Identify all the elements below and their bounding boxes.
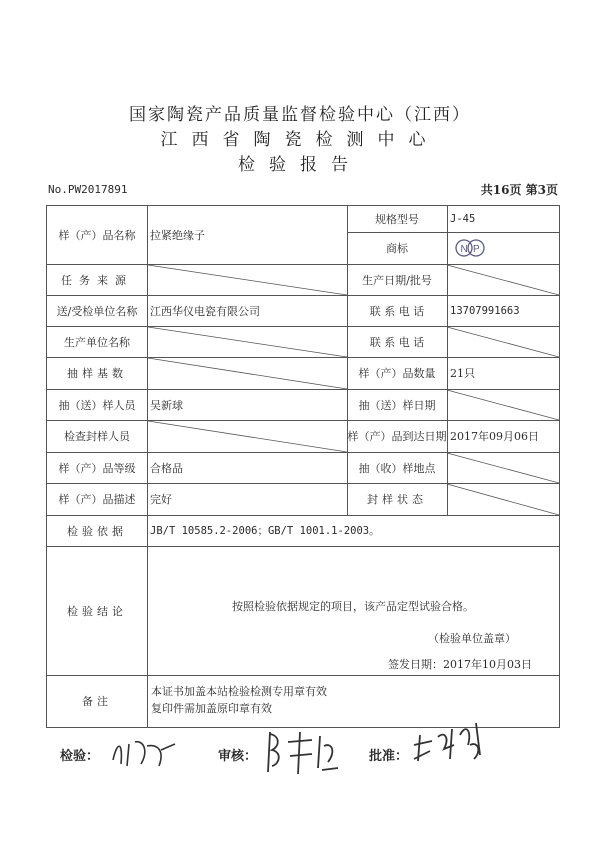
model-value: J-45 bbox=[450, 213, 476, 225]
basis-value: JB/T 10585.2-2006；GB/T 1001.1-2003。 bbox=[150, 525, 380, 537]
contact-phone-label-2: 联 系 电 话 bbox=[369, 335, 425, 349]
reviewer-label: 审核： bbox=[218, 749, 258, 764]
remarks-line-2: 复印件需加盖原印章有效 bbox=[151, 702, 272, 715]
model-label: 规格型号 bbox=[375, 213, 419, 226]
product-name-label: 样（产）品名称 bbox=[58, 229, 136, 242]
sample-qty-value: 21只 bbox=[450, 367, 475, 380]
remarks-label: 备注 bbox=[82, 695, 112, 708]
reviewer-signature bbox=[262, 722, 342, 777]
contact-phone-label: 联 系 电 话 bbox=[369, 304, 425, 318]
remarks bbox=[151, 683, 327, 717]
report-number: No.PW2017891 bbox=[48, 183, 128, 196]
trademark-logo bbox=[451, 235, 491, 261]
submitter-label: 送/受检单位名称 bbox=[56, 304, 138, 318]
arrival-date-label: 样（产）品到达日期 bbox=[347, 430, 447, 443]
conclusion-text: 按照检验依据规定的项目，该产品定型试验合格。 bbox=[232, 600, 474, 613]
inspector-label: 检验： bbox=[60, 749, 100, 764]
approver-label: 批准： bbox=[369, 749, 409, 764]
basis-label: 检验依据 bbox=[67, 524, 127, 538]
description-label: 样（产）品描述 bbox=[58, 493, 136, 506]
report-table bbox=[46, 205, 560, 728]
sealer-label: 检查封样人员 bbox=[64, 430, 130, 443]
submitter-value: 江西华仪电瓷有限公司 bbox=[150, 304, 260, 318]
sampling-date-label: 抽（送）样日期 bbox=[358, 398, 436, 412]
grade-value: 合格品 bbox=[150, 461, 183, 475]
svg-text:P: P bbox=[473, 244, 480, 255]
trademark-label: 商标 bbox=[386, 242, 408, 255]
conclusion-label: 检验结论 bbox=[67, 604, 127, 618]
page-info: 共16页 第3页 bbox=[480, 183, 558, 197]
sampler-label: 抽（送）样人员 bbox=[58, 398, 136, 412]
conclusion-block bbox=[148, 546, 559, 675]
grade-label: 样（产）品等级 bbox=[58, 461, 136, 475]
task-source-label: 任务来源 bbox=[61, 273, 133, 287]
product-name: 拉紧绝缘子 bbox=[150, 229, 205, 242]
report-title: 检验报告 bbox=[238, 155, 362, 175]
sampling-place-label: 抽（收）样地点 bbox=[358, 461, 436, 475]
production-date-label: 生产日期/批号 bbox=[362, 273, 432, 287]
svg-text:N: N bbox=[460, 244, 468, 255]
center-name-short: 江西省陶瓷检测中心 bbox=[160, 130, 440, 150]
remarks-line-1: 本证书加盖本站检验检测专用章有效 bbox=[151, 685, 327, 698]
seal-status-label: 封样状态 bbox=[367, 493, 427, 506]
arrival-date-value: 2017年09月06日 bbox=[450, 430, 539, 443]
sampler-value: 吴新球 bbox=[150, 398, 183, 412]
inspector-signature bbox=[105, 730, 185, 775]
sample-qty-label: 样（产）品数量 bbox=[358, 367, 436, 380]
contact-phone-value: 13707991663 bbox=[450, 304, 520, 317]
issue-date: 签发日期：2017年10月03日 bbox=[388, 658, 532, 671]
description-value: 完好 bbox=[150, 493, 172, 506]
approver-signature bbox=[410, 715, 490, 770]
sampling-base-label: 抽样基数 bbox=[67, 367, 127, 380]
center-name: 国家陶瓷产品质量监督检验中心（江西） bbox=[129, 105, 471, 125]
manufacturer-label: 生产单位名称 bbox=[64, 335, 130, 349]
stamp-note: （检验单位盖章） bbox=[428, 632, 516, 645]
